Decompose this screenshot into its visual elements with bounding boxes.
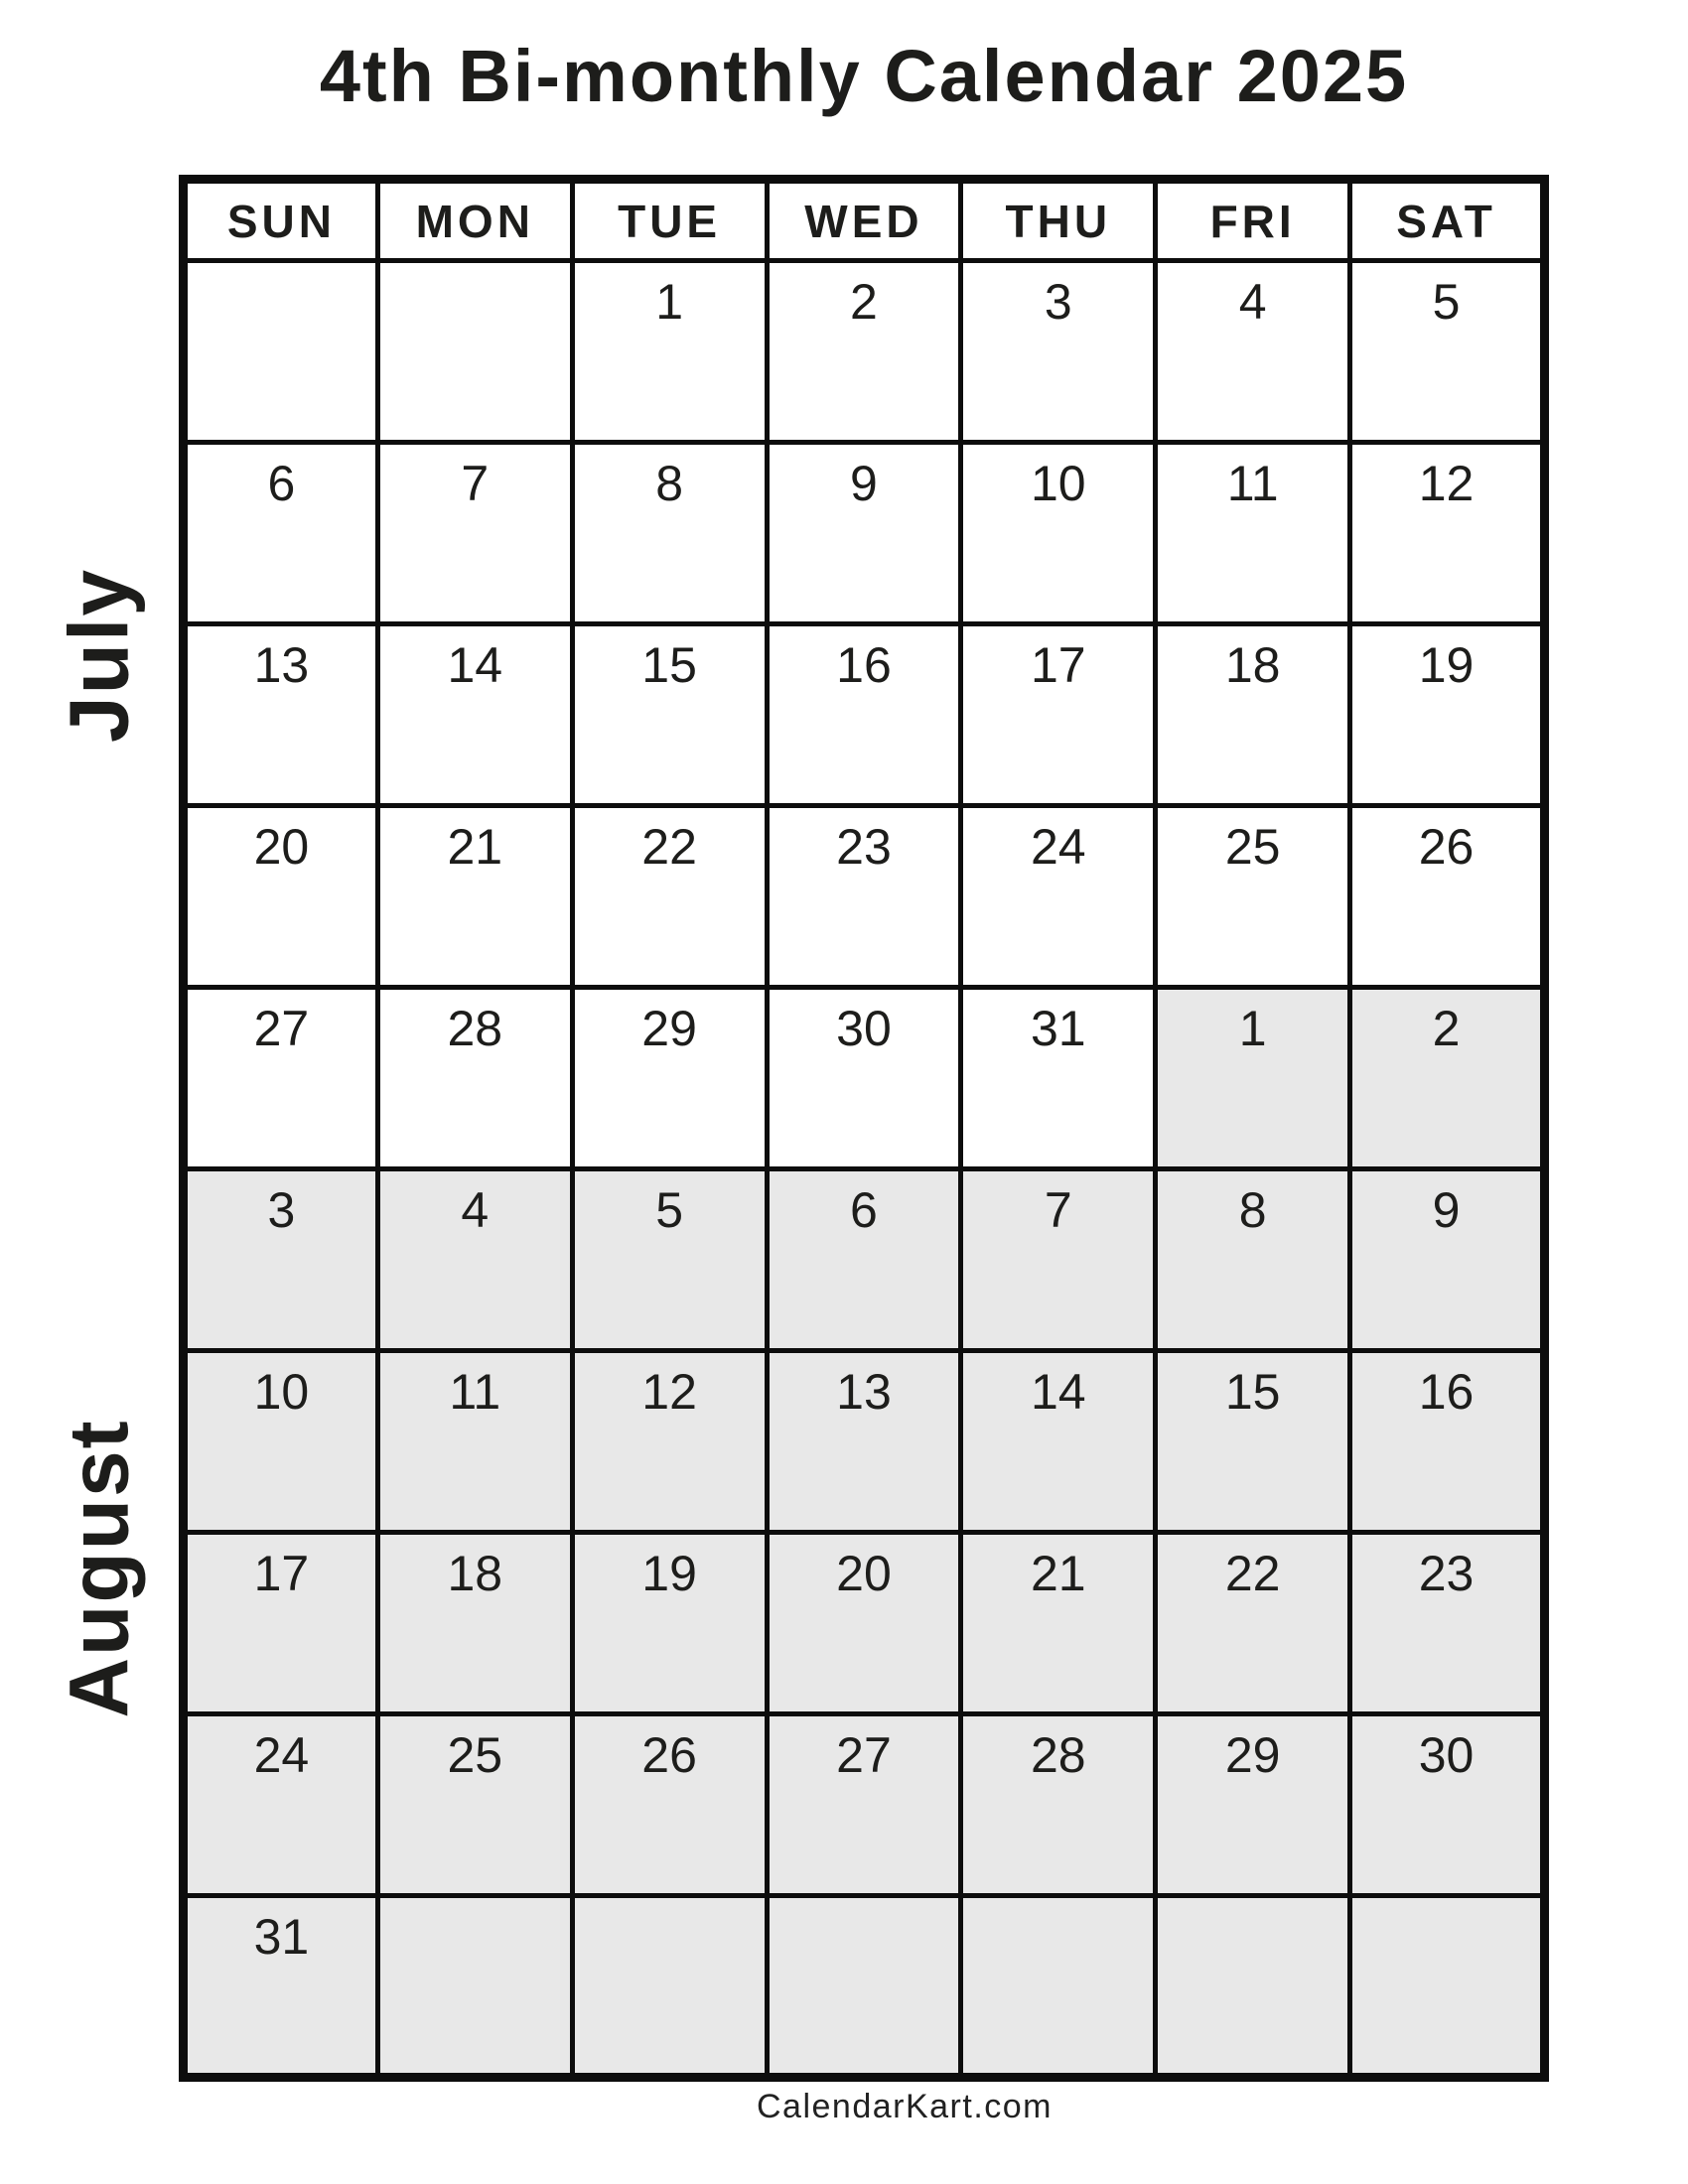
- date-cell-august-empty: [1156, 1896, 1350, 2078]
- weekday-header-sun: SUN: [184, 180, 378, 261]
- calendar-week-row: [184, 1896, 1545, 2078]
- date-cell-august-17: 17: [184, 1533, 378, 1714]
- date-cell-july-20: 20: [184, 806, 378, 988]
- date-cell-august-19: 19: [572, 1533, 767, 1714]
- date-cell-august-13: 13: [767, 1351, 961, 1533]
- date-cell-august-18: 18: [377, 1533, 572, 1714]
- date-cell-july-15: 15: [572, 624, 767, 806]
- calendar-week-row: [184, 261, 1545, 443]
- weekday-header-sat: SAT: [1350, 180, 1545, 261]
- date-cell-august-2: 2: [1350, 988, 1545, 1169]
- date-cell-august-11: 11: [377, 1351, 572, 1533]
- calendar-body: [184, 261, 1545, 2078]
- date-cell-august-empty: [572, 1896, 767, 2078]
- date-cell-august-16: 16: [1350, 1351, 1545, 1533]
- date-cell-august-4: 4: [377, 1169, 572, 1351]
- weekday-header-tue: TUE: [572, 180, 767, 261]
- calendar-week-row: [184, 1169, 1545, 1351]
- date-cell-august-empty: [1350, 1896, 1545, 2078]
- date-cell-july-4: 4: [1156, 261, 1350, 443]
- date-cell-july-2: 2: [767, 261, 961, 443]
- weekday-header-wed: WED: [767, 180, 961, 261]
- date-cell-august-6: 6: [767, 1169, 961, 1351]
- date-cell-july-21: 21: [377, 806, 572, 988]
- date-cell-august-26: 26: [572, 1714, 767, 1896]
- date-cell-july-22: 22: [572, 806, 767, 988]
- date-cell-july-empty: [377, 261, 572, 443]
- date-cell-august-5: 5: [572, 1169, 767, 1351]
- date-cell-july-27: 27: [184, 988, 378, 1169]
- date-cell-august-3: 3: [184, 1169, 378, 1351]
- date-cell-july-19: 19: [1350, 624, 1545, 806]
- date-cell-august-27: 27: [767, 1714, 961, 1896]
- date-cell-august-21: 21: [961, 1533, 1156, 1714]
- calendar-week-row: [184, 443, 1545, 624]
- date-cell-july-30: 30: [767, 988, 961, 1169]
- date-cell-august-empty: [377, 1896, 572, 2078]
- date-cell-august-24: 24: [184, 1714, 378, 1896]
- date-cell-august-23: 23: [1350, 1533, 1545, 1714]
- date-cell-july-11: 11: [1156, 443, 1350, 624]
- date-cell-august-9: 9: [1350, 1169, 1545, 1351]
- date-cell-july-16: 16: [767, 624, 961, 806]
- date-cell-august-25: 25: [377, 1714, 572, 1896]
- weekday-header-row: [184, 180, 1545, 261]
- calendar-header: [184, 180, 1545, 261]
- date-cell-july-14: 14: [377, 624, 572, 806]
- date-cell-july-9: 9: [767, 443, 961, 624]
- date-cell-july-23: 23: [767, 806, 961, 988]
- calendar-grid: [179, 175, 1549, 2082]
- date-cell-july-1: 1: [572, 261, 767, 443]
- date-cell-august-7: 7: [961, 1169, 1156, 1351]
- footer-brand: CalendarKart.com: [756, 2088, 1054, 2125]
- calendar-week-row: [184, 624, 1545, 806]
- date-cell-july-10: 10: [961, 443, 1156, 624]
- date-cell-july-29: 29: [572, 988, 767, 1169]
- calendar-week-row: [184, 1533, 1545, 1714]
- date-cell-august-20: 20: [767, 1533, 961, 1714]
- date-cell-july-12: 12: [1350, 443, 1545, 624]
- calendar-week-row: [184, 1351, 1545, 1533]
- date-cell-august-12: 12: [572, 1351, 767, 1533]
- date-cell-july-8: 8: [572, 443, 767, 624]
- date-cell-august-empty: [767, 1896, 961, 2078]
- weekday-header-mon: MON: [377, 180, 572, 261]
- date-cell-august-22: 22: [1156, 1533, 1350, 1714]
- date-cell-august-14: 14: [961, 1351, 1156, 1533]
- date-cell-august-15: 15: [1156, 1351, 1350, 1533]
- date-cell-august-8: 8: [1156, 1169, 1350, 1351]
- date-cell-july-7: 7: [377, 443, 572, 624]
- date-cell-august-28: 28: [961, 1714, 1156, 1896]
- date-cell-august-29: 29: [1156, 1714, 1350, 1896]
- date-cell-july-3: 3: [961, 261, 1156, 443]
- calendar-week-row: [184, 806, 1545, 988]
- page-title: 4th Bi-monthly Calendar 2025: [319, 35, 1409, 117]
- month-label-july: July: [52, 567, 146, 744]
- date-cell-july-17: 17: [961, 624, 1156, 806]
- date-cell-july-5: 5: [1350, 261, 1545, 443]
- month-label-august: August: [52, 1419, 146, 1718]
- calendar-week-row: [184, 988, 1545, 1169]
- date-cell-july-28: 28: [377, 988, 572, 1169]
- date-cell-august-31: 31: [184, 1896, 378, 2078]
- date-cell-july-31: 31: [961, 988, 1156, 1169]
- date-cell-july-24: 24: [961, 806, 1156, 988]
- date-cell-august-10: 10: [184, 1351, 378, 1533]
- date-cell-august-1: 1: [1156, 988, 1350, 1169]
- date-cell-july-13: 13: [184, 624, 378, 806]
- date-cell-august-30: 30: [1350, 1714, 1545, 1896]
- calendar-week-row: [184, 1714, 1545, 1896]
- date-cell-july-empty: [184, 261, 378, 443]
- weekday-header-fri: FRI: [1156, 180, 1350, 261]
- date-cell-july-6: 6: [184, 443, 378, 624]
- date-cell-july-18: 18: [1156, 624, 1350, 806]
- weekday-header-thu: THU: [961, 180, 1156, 261]
- date-cell-july-26: 26: [1350, 806, 1545, 988]
- date-cell-august-empty: [961, 1896, 1156, 2078]
- date-cell-july-25: 25: [1156, 806, 1350, 988]
